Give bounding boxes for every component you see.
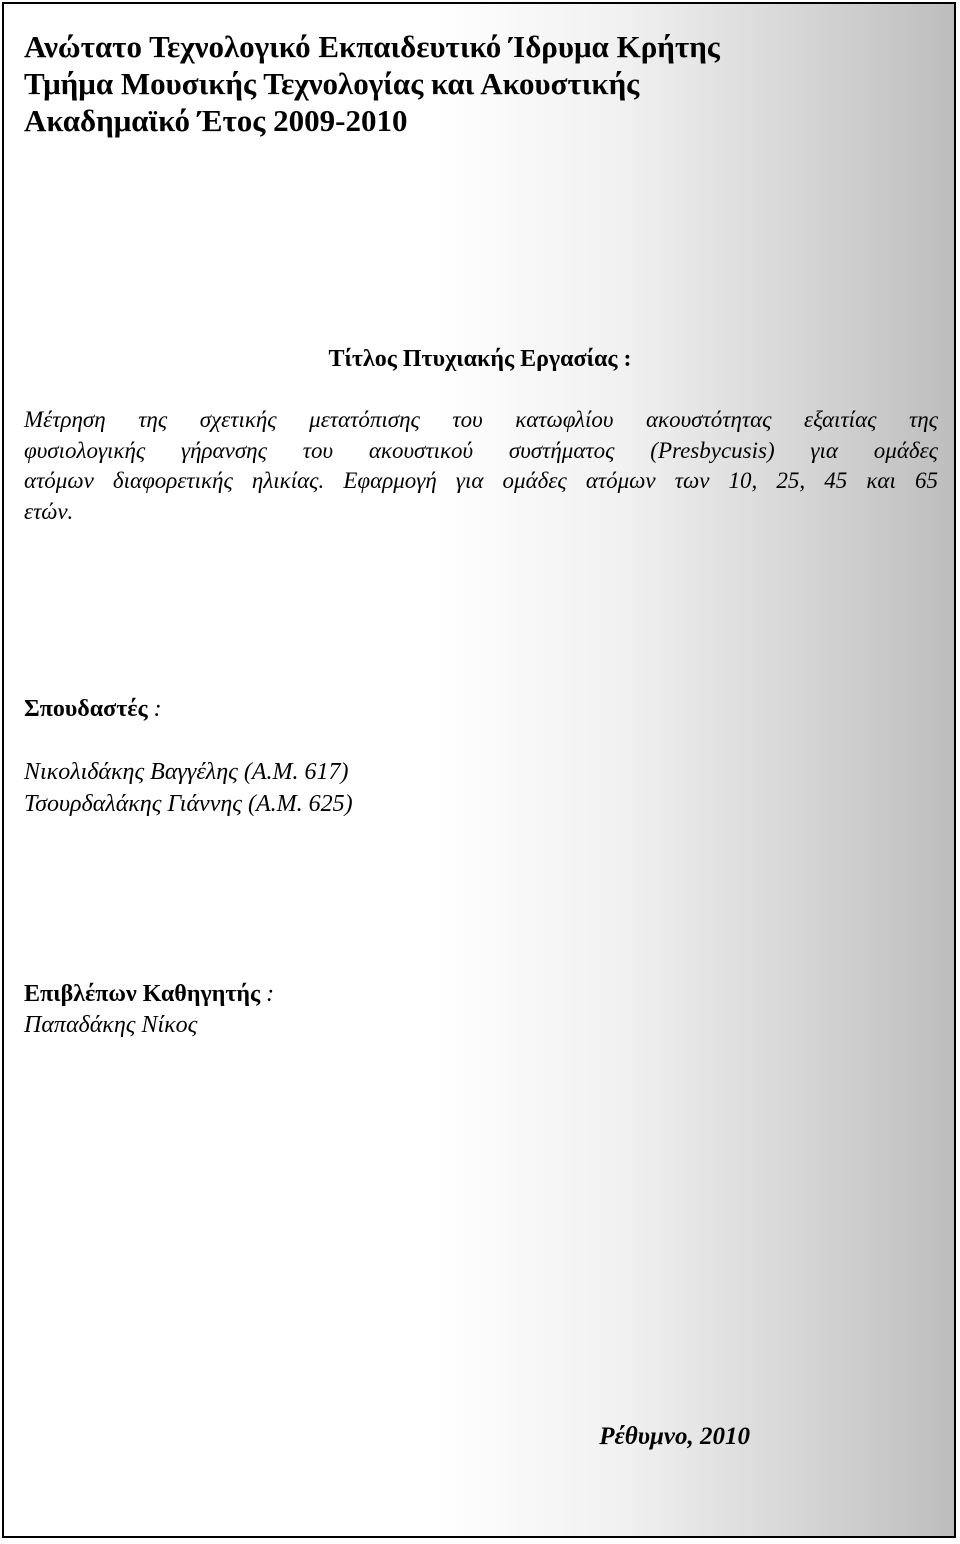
place-and-date: Ρέθυμνο, 2010 xyxy=(599,1423,750,1450)
students-label-colon: : xyxy=(147,696,162,722)
supervisor-heading xyxy=(24,979,274,1009)
supervisor-label-colon: : xyxy=(260,981,275,1007)
thesis-title-line: φυσιολογικής γήρανσης του ακουστικού συστήματος (Presbycusis) για ομάδες xyxy=(24,437,938,463)
document-header xyxy=(24,28,720,139)
institution-name: Ανώτατο Τεχνολογικό Εκπαιδευτικό Ίδρυμα Κρήτης xyxy=(24,29,720,64)
academic-year: Ακαδημαϊκό Έτος 2009-2010 xyxy=(24,103,408,138)
thesis-title xyxy=(24,405,938,527)
thesis-title-line: Μέτρηση της σχετικής μετατόπισης του κατωφλίου ακουστότητας εξαιτίας της xyxy=(24,407,938,432)
students-heading xyxy=(24,694,162,724)
student-name: Τσουρδαλάκης Γιάννης (Α.Μ. 625) xyxy=(24,791,353,817)
department-name: Τμήμα Μουσικής Τεχνολογίας και Ακουστικής xyxy=(24,66,640,101)
thesis-title-label: Τίτλος Πτυχιακής Εργασίας : xyxy=(328,346,632,372)
student-name: Νικολιδάκης Βαγγέλης (Α.Μ. 617) xyxy=(24,759,349,785)
supervisor-label: Επιβλέπων Καθηγητής xyxy=(24,981,261,1007)
students-label: Σπουδαστές xyxy=(24,696,148,722)
supervisor-name: Παπαδάκης Νίκος xyxy=(24,1012,198,1038)
thesis-title-line: ετών. xyxy=(24,498,74,524)
students-list xyxy=(24,756,353,820)
supervisor-block xyxy=(24,1009,197,1041)
thesis-title-line: ατόμων διαφορετικής ηλικίας. Εφαρμογή για ομάδες ατόμων των 10, 25, 45 και 65 xyxy=(24,468,938,493)
